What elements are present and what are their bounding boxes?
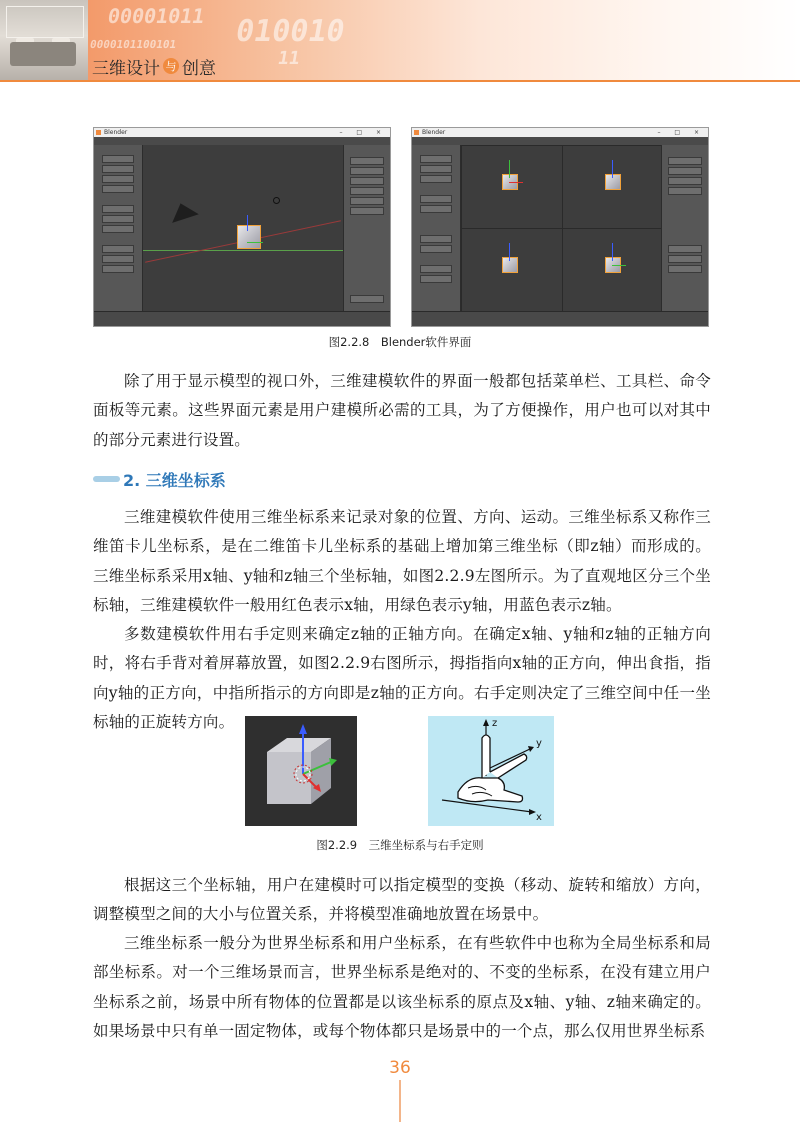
header-binary-decor: 0000101100101 (88, 38, 178, 51)
paragraph-right-hand-rule: 多数建模软件用右手定则来确定z轴的正轴方向。在确定x轴、y轴和z轴的正轴方向时，将右手背对着屏幕放置，如图2.2.9右图所示，拇指指向x轴的正方向，伸出食指，指向y轴的正方向，中指所指示的方向即是z轴的正方向。右手定则决定了三维空间中任一坐标轴的正旋转方向。 (93, 625, 711, 731)
tool-shelf-panel (94, 145, 143, 312)
header-binary-decor: 00001011 (105, 4, 207, 28)
paragraph-coordinate-system: 三维建模软件使用三维坐标系来记录对象的位置、方向、运动。三维坐标系又称作三维笛卡儿坐标系，是在二维笛卡儿坐标系的基础上增加第三维坐标（即z轴）而形成的。三维坐标系采用x轴、y轴和z轴三个坐标轴，如图2.2.9左图所示。为了直观地区分三个坐标轴，三维建模软件一般用红色表示x轴，用绿色表示y轴，用蓝色表示z轴。 (93, 508, 711, 614)
page-header (0, 0, 800, 82)
camera-icon (167, 199, 199, 223)
axis-label-z: z (492, 718, 498, 729)
book-title-prefix: 三维设计 (92, 58, 160, 79)
window-controls: – □ × (339, 129, 387, 136)
properties-panel (343, 145, 390, 312)
blender-logo-icon (96, 130, 101, 135)
section-marker-bar (93, 476, 120, 482)
y-gizmo-arrow (247, 242, 263, 243)
blender-logo-icon (414, 130, 419, 135)
page-number-tick (399, 1080, 401, 1122)
timeline-bar (412, 311, 708, 326)
page-number: 36 (389, 1058, 411, 1078)
axis-label-x: x (536, 812, 542, 823)
viewport-bottom-left (461, 228, 563, 312)
blender-screenshot-quad-view (411, 127, 709, 327)
viewport-bottom-right (562, 228, 663, 312)
header-binary-decor: 010010 (232, 14, 348, 49)
header-bedroom-photo (0, 0, 88, 80)
quad-viewport (461, 145, 661, 312)
timeline-bar (94, 311, 390, 326)
viewport-top-right (562, 145, 663, 229)
properties-panel (661, 145, 708, 312)
tool-shelf-panel (412, 145, 461, 312)
book-title-suffix: 创意 (182, 58, 216, 79)
header-divider (0, 80, 800, 82)
window-titlebar (412, 128, 708, 137)
window-title: Blender (422, 129, 446, 136)
book-title (92, 55, 216, 77)
window-title: Blender (104, 129, 128, 136)
section-title: 2. 三维坐标系 (123, 470, 226, 490)
window-controls: – □ × (657, 129, 705, 136)
paragraph-world-user-coordinates: 三维坐标系一般分为世界坐标系和用户坐标系，在有些软件中也称为全局坐标系和局部坐标系。对一个三维场景而言，世界坐标系是绝对的、不变的坐标系，在没有建立用户坐标系之前，场景中所有物体的位置都是以该坐标系的原点及x轴、y轴、z轴来确定的。如果场景中只有单一固定物体，或每个物体都只是场景中的一个点，那么仅用世界坐标系 (93, 934, 711, 1040)
section-heading (93, 466, 226, 492)
axis-label-y: y (536, 738, 542, 749)
default-cube (237, 225, 261, 249)
book-title-connector-badge: 与 (163, 58, 179, 74)
blender-screenshot-single-view (93, 127, 391, 327)
viewport-top-left (461, 145, 563, 229)
paragraph-transform-direction: 根据这三个坐标轴，用户在建模时可以指定模型的变换（移动、旋转和缩放）方向，调整模型之间的大小与位置关系，并将模型准确地放置在场景中。 (93, 876, 711, 924)
z-gizmo-arrow (247, 215, 248, 231)
lamp-icon (273, 197, 280, 204)
paragraph-interface-elements: 除了用于显示模型的视口外，三维建模软件的界面一般都包括菜单栏、工具栏、命令面板等元素。这些界面元素是用户建模所必需的工具，为了方便操作，用户也可以对其中的部分元素进行设置。 (93, 372, 711, 449)
window-titlebar (94, 128, 390, 137)
right-hand-rule-image (428, 716, 554, 826)
3d-viewport (143, 145, 343, 312)
y-axis-line (143, 250, 343, 251)
header-binary-decor: 11 (276, 48, 302, 69)
figure-caption-2-2-9: 图2.2.9 三维坐标系与右手定则 (316, 838, 484, 852)
coordinate-cube-image (245, 716, 357, 826)
figure-caption-2-2-8: 图2.2.8 Blender软件界面 (328, 335, 472, 349)
